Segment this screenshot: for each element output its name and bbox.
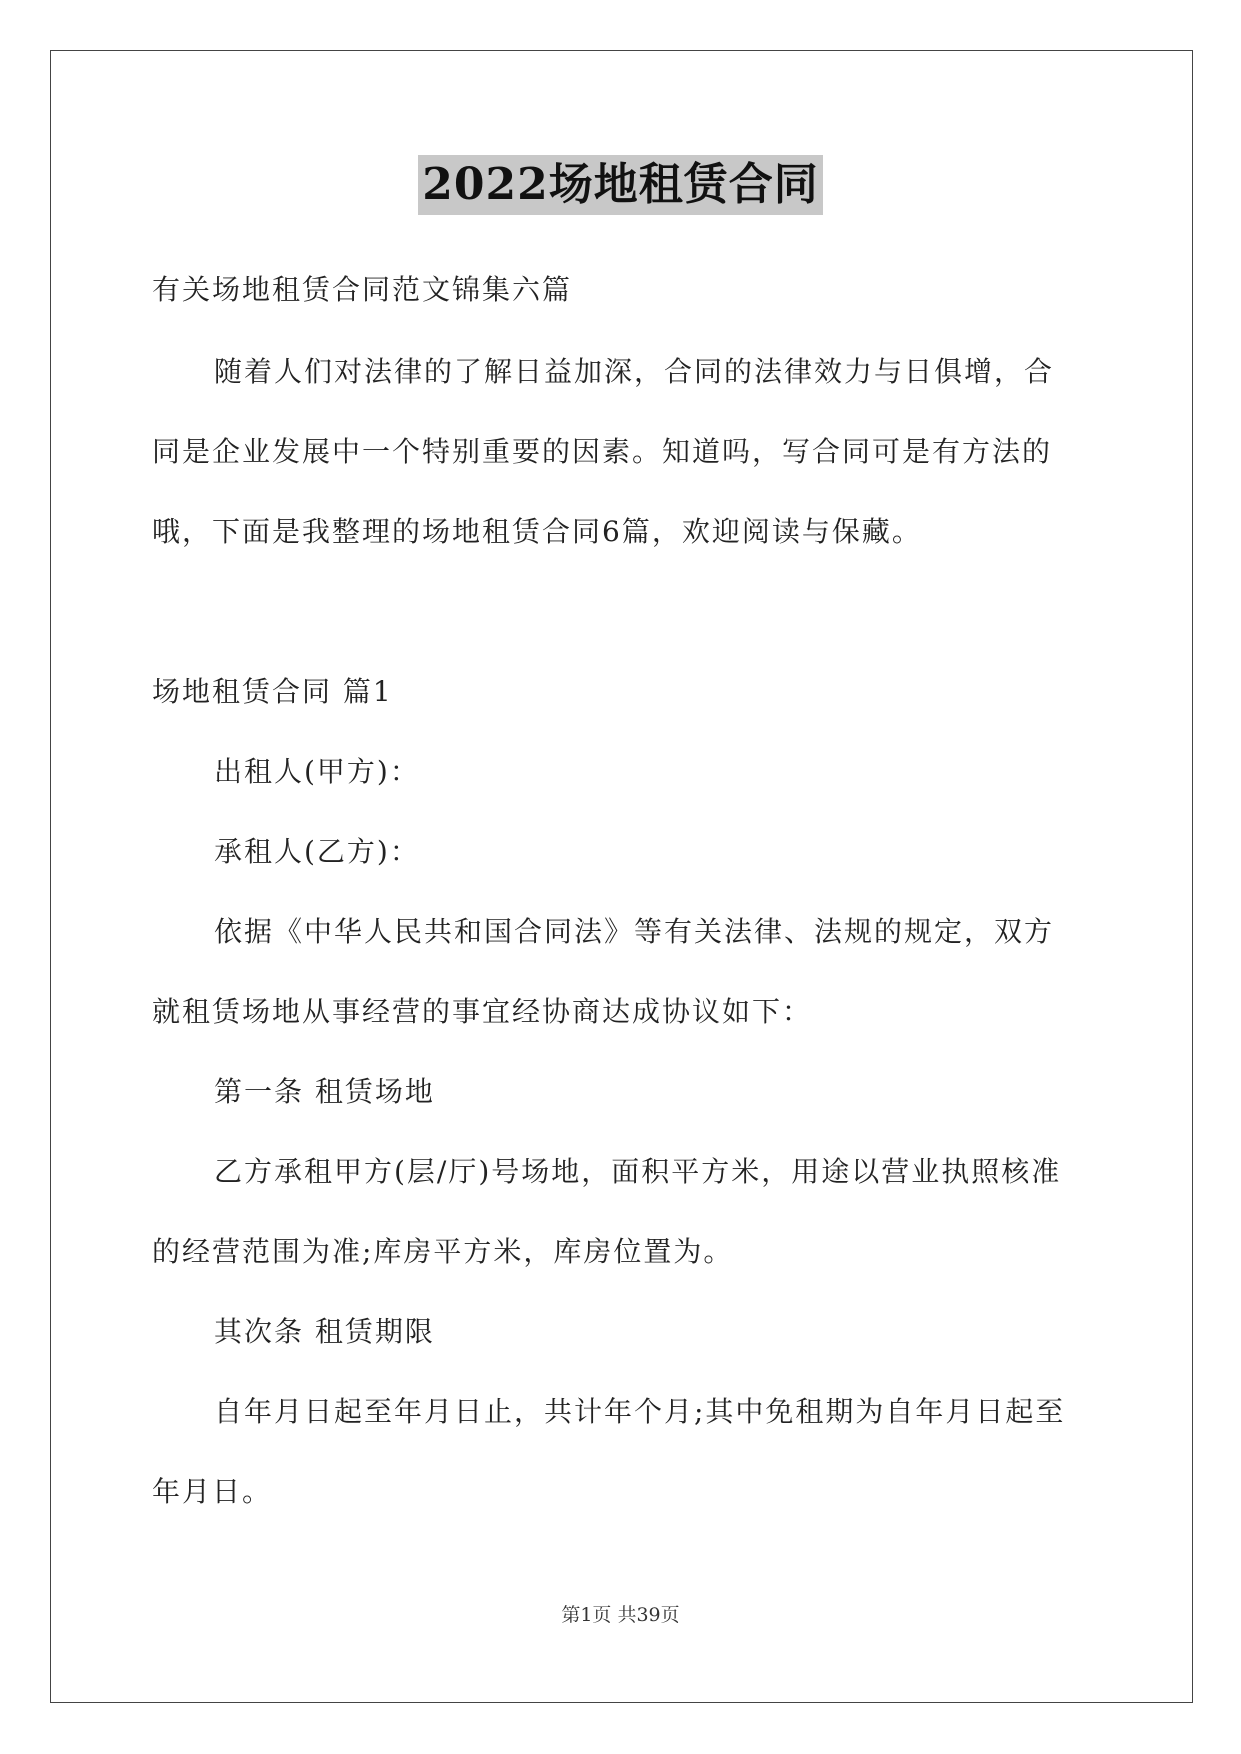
intro-line-3: 哦，下面是我整理的场地租赁合同6篇，欢迎阅读与保藏。	[152, 515, 922, 548]
intro-line-1: 随着人们对法律的了解日益加深，合同的法律效力与日俱增，合	[214, 355, 1055, 388]
article2-heading: 其次条 租赁期限	[214, 1315, 435, 1348]
intro-line-2: 同是企业发展中一个特别重要的因素。知道吗，写合同可是有方法的	[152, 435, 1053, 468]
article1-line-2: 的经营范围为准;库房平方米，库房位置为。	[152, 1235, 734, 1268]
document-title: 2022场地租赁合同	[418, 155, 822, 215]
article1-heading: 第一条 租赁场地	[214, 1075, 435, 1108]
article2-line-2: 年月日。	[152, 1475, 273, 1508]
subtitle: 有关场地租赁合同范文锦集六篇	[152, 273, 573, 306]
section-heading: 场地租赁合同 篇1	[152, 675, 393, 708]
lessee-line: 承租人(乙方)：	[214, 835, 420, 868]
lessor-line: 出租人(甲方)：	[214, 755, 420, 788]
page-number: 第1页 共39页	[561, 1604, 680, 1626]
title-container	[0, 155, 1241, 215]
basis-line-1: 依据《中华人民共和国合同法》等有关法律、法规的规定，双方	[214, 915, 1055, 948]
article1-line-1: 乙方承租甲方(层/厅)号场地，面积平方米，用途以营业执照核准	[214, 1155, 1062, 1188]
article2-line-1: 自年月日起至年月日止，共计年个月;其中免租期为自年月日起至	[214, 1395, 1066, 1428]
basis-line-2: 就租赁场地从事经营的事宜经协商达成协议如下：	[152, 995, 813, 1028]
